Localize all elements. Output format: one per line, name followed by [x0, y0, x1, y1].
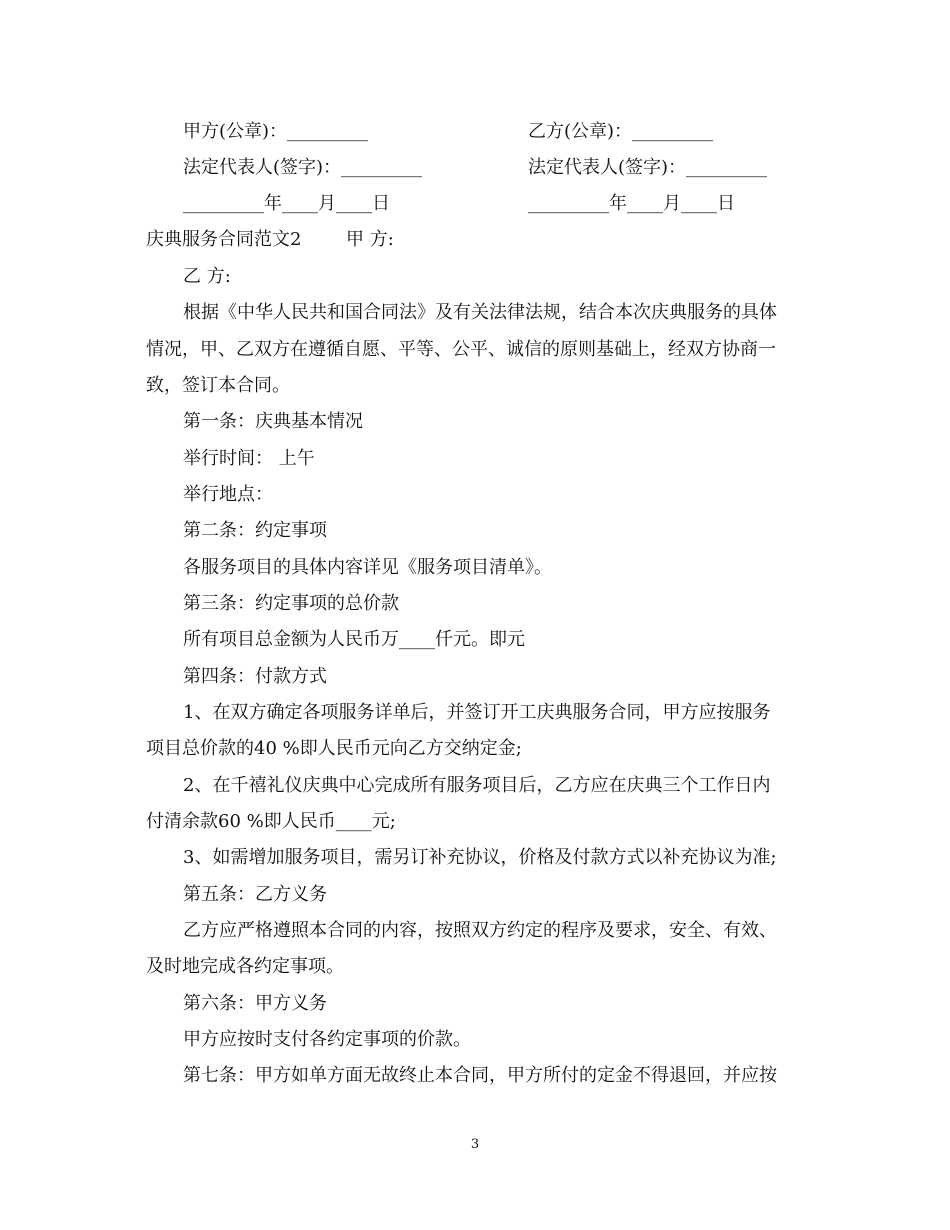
body-text-line: 第七条：甲方如单方面无故终止本合同，甲方所付的定金不得退回，并应按 [183, 1065, 777, 1086]
article-heading: 第六条：甲方义务 [183, 993, 327, 1014]
body-text-line: 1、在双方确定各项服务详单后，并签订开工庆典服务合同，甲方应按服务 [183, 702, 771, 723]
party-b-representative-line: 法定代表人(签字)：_________ [528, 157, 768, 178]
body-text-line: 举行时间： 上午 [183, 448, 315, 469]
party-b-seal-line: 乙方(公章)：_________ [528, 121, 714, 142]
article-heading: 第五条：乙方义务 [183, 884, 327, 905]
party-b-date-line: _________年____月____日 [528, 193, 735, 214]
article-heading: 第二条：约定事项 [183, 520, 327, 541]
body-text-line: 甲方应按时支付各约定事项的价款。 [183, 1029, 471, 1050]
body-text-line: 所有项目总金额为人民币万____仟元。即元 [183, 629, 525, 650]
party-a-date-line: _________年____月____日 [183, 193, 390, 214]
body-text-line: 乙方应严格遵照本合同的内容，按照双方约定的程序及要求，安全、有效、 [183, 920, 777, 941]
article-heading: 第四条：付款方式 [183, 666, 327, 687]
party-a-label: 甲 方: [346, 229, 394, 250]
body-text-line: 3、如需增加服务项目，需另订补充协议，价格及付款方式以补充协议为准; [183, 847, 777, 868]
party-a-seal-line: 甲方(公章)：_________ [183, 121, 369, 142]
article-heading: 第一条：庆典基本情况 [183, 411, 363, 432]
body-text-line: 举行地点： [183, 484, 273, 505]
party-b-label: 乙 方: [183, 266, 231, 287]
document-title: 庆典服务合同范文2 [146, 229, 302, 250]
page-number: 3 [470, 1137, 480, 1152]
body-text-line: 各服务项目的具体内容详见《服务项目清单》。 [183, 557, 552, 578]
body-text-line: 根据《中华人民共和国合同法》及有关法律法规，结合本次庆典服务的具体 [183, 302, 777, 323]
body-text-line: 情况，甲、乙双方在遵循自愿、平等、公平、诚信的原则基础上，经双方协商一 [146, 339, 776, 360]
body-text-line: 致，签订本合同。 [146, 375, 290, 396]
body-text-line: 付清余款60 %即人民币____元; [146, 811, 396, 832]
body-text-line: 2、在千禧礼仪庆典中心完成所有服务项目后，乙方应在庆典三个工作日内 [183, 775, 771, 796]
body-text-line: 项目总价款的40 %即人民币元向乙方交纳定金; [146, 738, 522, 759]
party-a-representative-line: 法定代表人(签字)：_________ [183, 157, 423, 178]
article-heading: 第三条：约定事项的总价款 [183, 593, 399, 614]
body-text-line: 及时地完成各约定事项。 [146, 956, 344, 977]
